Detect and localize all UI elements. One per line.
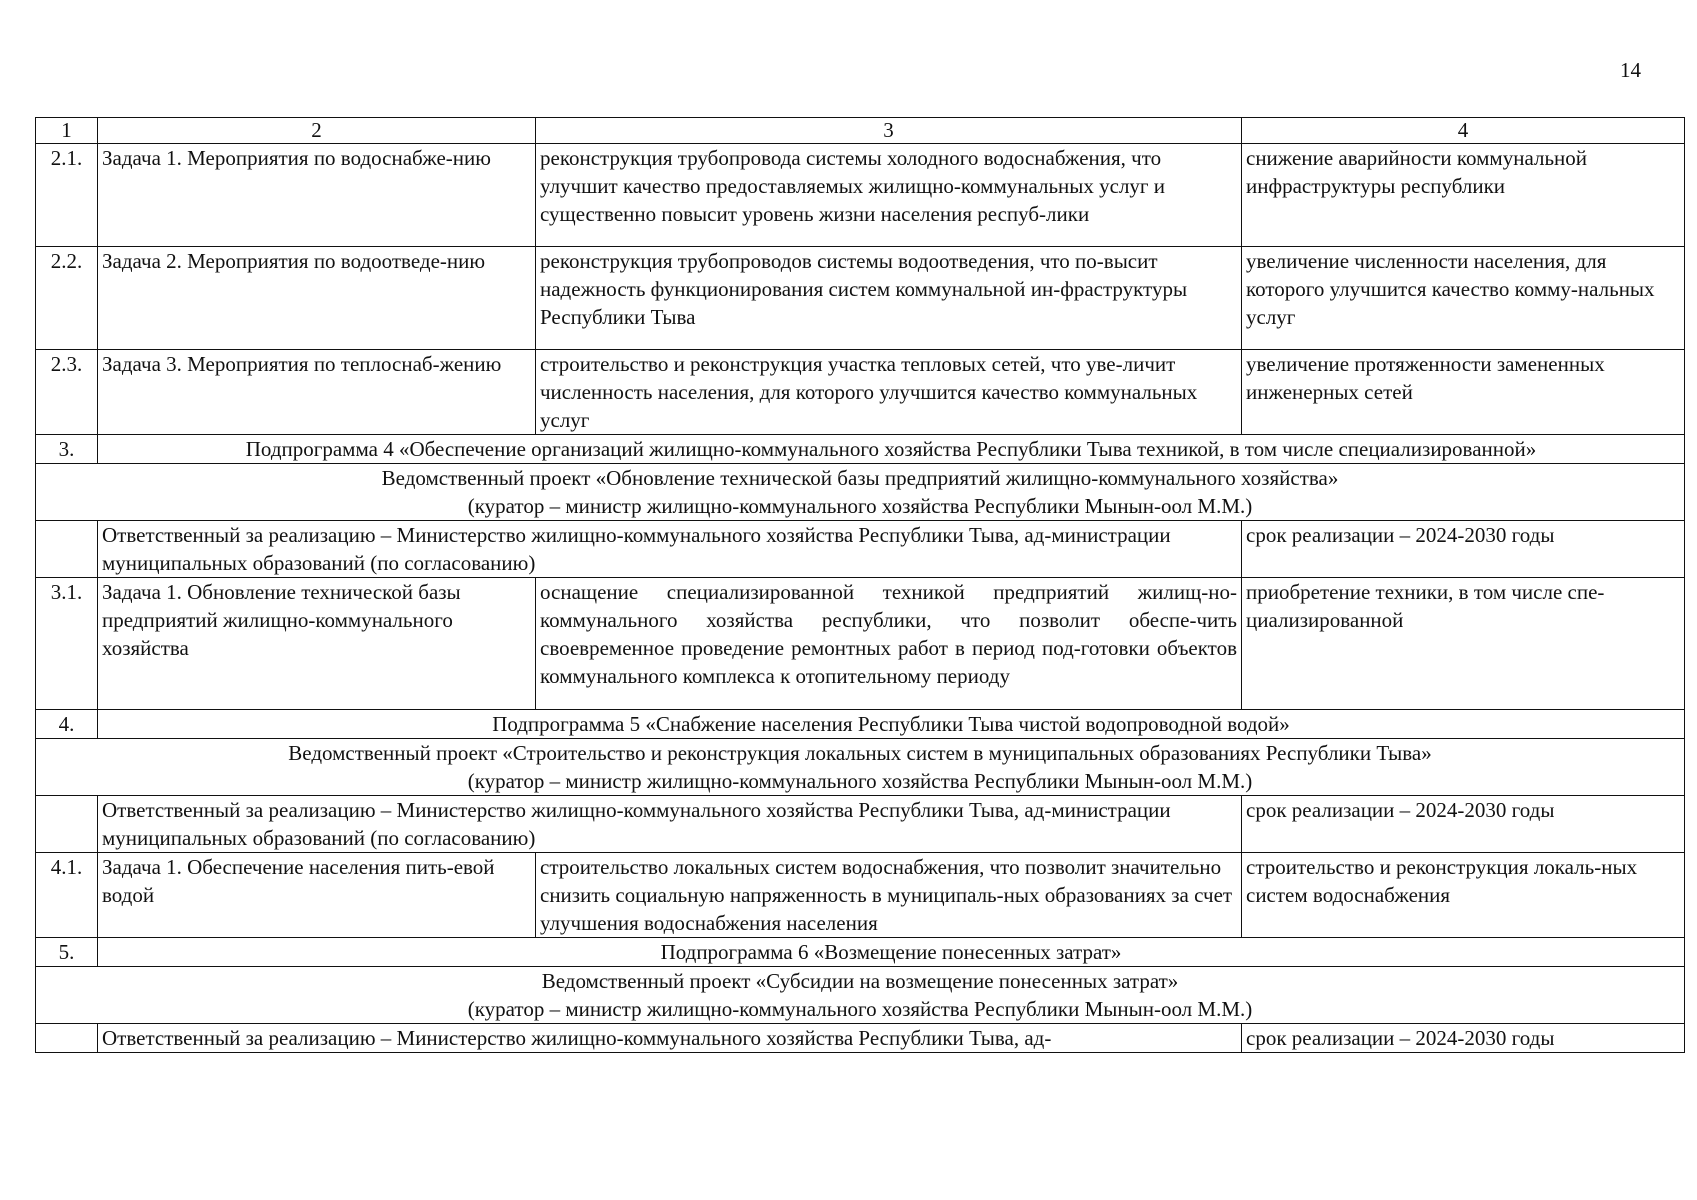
- empty-cell: [36, 1024, 98, 1053]
- result-cell: приобретение техники, в том числе спе-циализированной: [1242, 578, 1685, 710]
- subprogram-row: [36, 938, 1685, 967]
- table-row: [36, 350, 1685, 435]
- header-cell: 1: [36, 118, 98, 144]
- project-cell: [36, 967, 1685, 1024]
- project-cell: [36, 739, 1685, 796]
- empty-cell: [36, 521, 98, 578]
- term-cell: срок реализации – 2024-2030 годы: [1242, 521, 1685, 578]
- subprogram-title: Подпрограмма 4 «Обеспечение организаций жилищно-коммунального хозяйства Республики Тыва техникой, в том числе специализированной»: [98, 435, 1685, 464]
- project-row: [36, 464, 1685, 521]
- project-curator: (куратор – министр жилищно-коммунального хозяйства Республики Мынын-оол М.М.): [467, 494, 1253, 518]
- program-table: [35, 117, 1685, 1053]
- row-number: 2.2.: [36, 247, 98, 350]
- term-cell: срок реализации – 2024-2030 годы: [1242, 796, 1685, 853]
- result-cell: увеличение численности населения, для которого улучшится качество комму-нальных услуг: [1242, 247, 1685, 350]
- header-cell: 3: [536, 118, 1242, 144]
- result-cell: увеличение протяженности замененных инженерных сетей: [1242, 350, 1685, 435]
- task-cell: Задача 1. Обновление технической базы предприятий жилищно-коммунального хозяйства: [98, 578, 536, 710]
- project-curator: (куратор – министр жилищно-коммунального хозяйства Республики Мынын-оол М.М.): [467, 769, 1253, 793]
- row-number: 3.: [36, 435, 98, 464]
- responsible-text: Ответственный за реализацию – Министерство жилищно-коммунального хозяйства Республики Тыва, ад-министрации муниципальных образований (по согласованию): [98, 796, 1242, 853]
- row-number: 5.: [36, 938, 98, 967]
- row-number: 4.: [36, 710, 98, 739]
- responsible-text: Ответственный за реализацию – Министерство жилищно-коммунального хозяйства Республики Тыва, ад-: [98, 1024, 1242, 1053]
- table-header-row: [36, 118, 1685, 144]
- subprogram-row: [36, 435, 1685, 464]
- task-cell: Задача 1. Обеспечение населения пить-евой водой: [98, 853, 536, 938]
- action-cell: реконструкция трубопровода системы холодного водоснабжения, что улучшит качество предоставляемых жилищно-коммунальных услуг и существенно повысит уровень жизни населения респуб-лики: [536, 144, 1242, 247]
- task-cell: Задача 1. Мероприятия по водоснабже-нию: [98, 144, 536, 247]
- table-row: [36, 853, 1685, 938]
- responsible-row: [36, 796, 1685, 853]
- table-row: [36, 578, 1685, 710]
- term-cell: срок реализации – 2024-2030 годы: [1242, 1024, 1685, 1053]
- task-cell: Задача 2. Мероприятия по водоотведе-нию: [98, 247, 536, 350]
- action-cell: реконструкция трубопроводов системы водоотведения, что по-высит надежность функционирования систем коммунальной ин-фраструктуры Республики Тыва: [536, 247, 1242, 350]
- empty-cell: [36, 796, 98, 853]
- header-cell: 4: [1242, 118, 1685, 144]
- row-number: 2.1.: [36, 144, 98, 247]
- project-title: Ведомственный проект «Строительство и реконструкция локальных систем в муниципальных образованиях Республики Тыва»: [288, 741, 1432, 765]
- responsible-text: Ответственный за реализацию – Министерство жилищно-коммунального хозяйства Республики Тыва, ад-министрации муниципальных образований (по согласованию): [98, 521, 1242, 578]
- subprogram-title: Подпрограмма 6 «Возмещение понесенных затрат»: [98, 938, 1685, 967]
- responsible-row: [36, 521, 1685, 578]
- row-number: 4.1.: [36, 853, 98, 938]
- action-cell: оснащение специализированной техникой предприятий жилищ-но-коммунального хозяйства республики, что позволит обеспе-чить своевременное проведение ремонтных работ в период под-готовки объектов коммунального комплекса к отопительному периоду: [536, 578, 1242, 710]
- table-row: [36, 247, 1685, 350]
- result-cell: снижение аварийности коммунальной инфраструктуры республики: [1242, 144, 1685, 247]
- result-cell: строительство и реконструкция локаль-ных систем водоснабжения: [1242, 853, 1685, 938]
- responsible-row: [36, 1024, 1685, 1053]
- subprogram-row: [36, 710, 1685, 739]
- project-curator: (куратор – министр жилищно-коммунального хозяйства Республики Мынын-оол М.М.): [467, 997, 1253, 1021]
- action-cell: строительство и реконструкция участка тепловых сетей, что уве-личит численность населения, для которого улучшится качество коммунальных услуг: [536, 350, 1242, 435]
- page-number: 14: [1620, 58, 1641, 82]
- project-row: [36, 739, 1685, 796]
- row-number: 2.3.: [36, 350, 98, 435]
- task-cell: Задача 3. Мероприятия по теплоснаб-жению: [98, 350, 536, 435]
- project-row: [36, 967, 1685, 1024]
- action-cell: строительство локальных систем водоснабжения, что позволит значительно снизить социальную напряженность в муниципаль-ных образованиях за счет улучшения водоснабжения населения: [536, 853, 1242, 938]
- table-row: [36, 144, 1685, 247]
- header-cell: 2: [98, 118, 536, 144]
- row-number: 3.1.: [36, 578, 98, 710]
- project-cell: [36, 464, 1685, 521]
- project-title: Ведомственный проект «Субсидии на возмещение понесенных затрат»: [541, 969, 1179, 993]
- subprogram-title: Подпрограмма 5 «Снабжение населения Республики Тыва чистой водопроводной водой»: [98, 710, 1685, 739]
- project-title: Ведомственный проект «Обновление технической базы предприятий жилищно-коммунального хозяйства»: [381, 466, 1339, 490]
